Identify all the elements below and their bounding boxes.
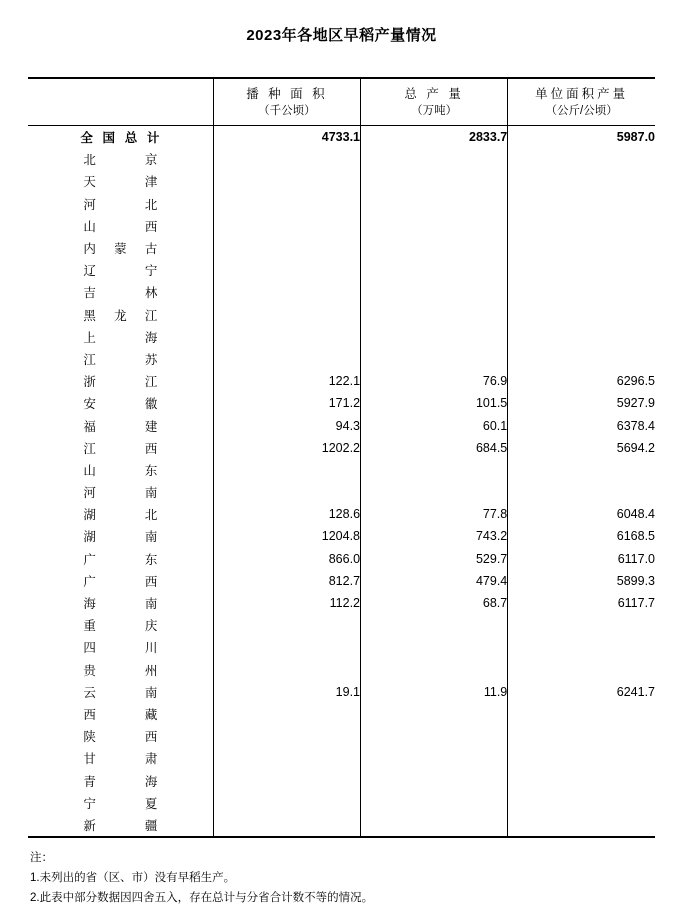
table-row bbox=[28, 414, 655, 436]
total-output-cell bbox=[361, 792, 508, 814]
table-row bbox=[28, 437, 655, 459]
region-name-cell bbox=[28, 481, 213, 503]
region-name-cell bbox=[28, 437, 213, 459]
table-body bbox=[28, 126, 655, 838]
total-output-cell bbox=[361, 304, 508, 326]
region-name: 全国总计 bbox=[80, 131, 161, 146]
total-output-cell bbox=[361, 348, 508, 370]
region-name-cell bbox=[28, 636, 213, 658]
region-name-cell bbox=[28, 170, 213, 192]
region-name-cell bbox=[28, 792, 213, 814]
sown-area-cell bbox=[213, 481, 360, 503]
unit-yield-cell bbox=[508, 659, 655, 681]
total-output-cell bbox=[361, 614, 508, 636]
unit-yield-cell: 6378.4 bbox=[508, 414, 655, 436]
table-row bbox=[28, 193, 655, 215]
header-yield-cell bbox=[508, 78, 655, 126]
header-sown-area-unit: （千公顷） bbox=[258, 104, 316, 117]
total-output-cell bbox=[361, 459, 508, 481]
region-name-cell bbox=[28, 703, 213, 725]
sown-area-cell bbox=[213, 326, 360, 348]
total-output-cell: 743.2 bbox=[361, 525, 508, 547]
table-header bbox=[28, 78, 655, 126]
unit-yield-cell bbox=[508, 792, 655, 814]
region-name: 甘肃 bbox=[83, 752, 158, 767]
region-name: 江苏 bbox=[83, 352, 158, 367]
region-name: 吉林 bbox=[83, 286, 158, 301]
sown-area-cell: 94.3 bbox=[213, 414, 360, 436]
table-row bbox=[28, 570, 655, 592]
total-output-cell bbox=[361, 636, 508, 658]
total-output-cell: 684.5 bbox=[361, 437, 508, 459]
data-table-container bbox=[28, 77, 655, 838]
table-row bbox=[28, 592, 655, 614]
region-name-cell bbox=[28, 769, 213, 791]
region-name: 云南 bbox=[83, 685, 158, 700]
table-row bbox=[28, 259, 655, 281]
header-yield-label: 单位面积产量 bbox=[535, 86, 629, 101]
table-row bbox=[28, 459, 655, 481]
region-name-cell bbox=[28, 281, 213, 303]
header-sown-area-cell bbox=[213, 78, 360, 126]
notes-heading: 注： bbox=[30, 852, 53, 864]
table-row bbox=[28, 614, 655, 636]
total-output-cell bbox=[361, 481, 508, 503]
unit-yield-cell bbox=[508, 215, 655, 237]
total-output-cell: 101.5 bbox=[361, 392, 508, 414]
table-row bbox=[28, 503, 655, 525]
table-footer bbox=[28, 837, 655, 838]
table-notes bbox=[30, 848, 655, 908]
region-name-cell bbox=[28, 126, 213, 149]
header-total-output-label: 总 产 量 bbox=[404, 86, 464, 101]
header-region-cell bbox=[28, 78, 213, 126]
unit-yield-cell bbox=[508, 148, 655, 170]
total-output-cell bbox=[361, 769, 508, 791]
page-title: 2023年各地区早稻产量情况 bbox=[246, 27, 437, 44]
region-name-cell bbox=[28, 814, 213, 837]
unit-yield-cell bbox=[508, 348, 655, 370]
table-row bbox=[28, 215, 655, 237]
table-row bbox=[28, 304, 655, 326]
unit-yield-cell: 6117.0 bbox=[508, 548, 655, 570]
unit-yield-cell: 5899.3 bbox=[508, 570, 655, 592]
table-row bbox=[28, 237, 655, 259]
table-row bbox=[28, 548, 655, 570]
unit-yield-cell bbox=[508, 747, 655, 769]
total-output-cell: 529.7 bbox=[361, 548, 508, 570]
region-name-cell bbox=[28, 681, 213, 703]
sown-area-cell: 4733.1 bbox=[213, 126, 360, 149]
region-name: 海南 bbox=[83, 597, 158, 612]
sown-area-cell bbox=[213, 725, 360, 747]
total-output-cell: 2833.7 bbox=[361, 126, 508, 149]
region-name: 河北 bbox=[83, 197, 158, 212]
region-name-cell bbox=[28, 503, 213, 525]
sown-area-cell: 122.1 bbox=[213, 370, 360, 392]
total-output-cell bbox=[361, 703, 508, 725]
table-row bbox=[28, 769, 655, 791]
region-name-cell bbox=[28, 459, 213, 481]
table-row bbox=[28, 481, 655, 503]
region-name: 黑龙江 bbox=[83, 308, 158, 323]
unit-yield-cell bbox=[508, 281, 655, 303]
total-output-cell: 11.9 bbox=[361, 681, 508, 703]
table-row bbox=[28, 348, 655, 370]
region-name: 内蒙古 bbox=[83, 242, 158, 257]
unit-yield-cell bbox=[508, 326, 655, 348]
unit-yield-cell bbox=[508, 614, 655, 636]
unit-yield-cell bbox=[508, 636, 655, 658]
note-item-1: 1.未列出的省（区、市）没有早稻生产。 bbox=[30, 872, 236, 885]
unit-yield-cell: 5987.0 bbox=[508, 126, 655, 149]
region-name: 贵州 bbox=[83, 663, 158, 678]
table-row bbox=[28, 659, 655, 681]
sown-area-cell bbox=[213, 170, 360, 192]
region-name: 陕西 bbox=[83, 730, 158, 745]
total-output-cell bbox=[361, 259, 508, 281]
unit-yield-cell bbox=[508, 193, 655, 215]
table-row bbox=[28, 326, 655, 348]
total-output-cell: 76.9 bbox=[361, 370, 508, 392]
unit-yield-cell: 6296.5 bbox=[508, 370, 655, 392]
table-row bbox=[28, 636, 655, 658]
region-name: 河南 bbox=[83, 486, 158, 501]
total-output-cell bbox=[361, 659, 508, 681]
sown-area-cell bbox=[213, 281, 360, 303]
sown-area-cell bbox=[213, 304, 360, 326]
total-output-cell bbox=[361, 170, 508, 192]
sown-area-cell bbox=[213, 769, 360, 791]
table-row bbox=[28, 281, 655, 303]
table-row bbox=[28, 747, 655, 769]
region-name: 山东 bbox=[83, 463, 158, 478]
header-total-output-cell bbox=[361, 78, 508, 126]
region-name: 青海 bbox=[83, 774, 158, 789]
table-row bbox=[28, 525, 655, 547]
unit-yield-cell: 6117.7 bbox=[508, 592, 655, 614]
sown-area-cell bbox=[213, 814, 360, 837]
sown-area-cell: 128.6 bbox=[213, 503, 360, 525]
region-name: 山西 bbox=[83, 219, 158, 234]
sown-area-cell: 812.7 bbox=[213, 570, 360, 592]
unit-yield-cell: 6048.4 bbox=[508, 503, 655, 525]
region-name-cell bbox=[28, 237, 213, 259]
total-output-cell bbox=[361, 193, 508, 215]
total-output-cell: 479.4 bbox=[361, 570, 508, 592]
table-row bbox=[28, 814, 655, 837]
sown-area-cell bbox=[213, 636, 360, 658]
region-name: 安徽 bbox=[83, 397, 158, 412]
sown-area-cell bbox=[213, 193, 360, 215]
sown-area-cell: 1204.8 bbox=[213, 525, 360, 547]
total-output-cell: 68.7 bbox=[361, 592, 508, 614]
region-name-cell bbox=[28, 193, 213, 215]
region-name-cell bbox=[28, 747, 213, 769]
region-name: 天津 bbox=[83, 175, 158, 190]
region-name-cell bbox=[28, 326, 213, 348]
header-total-output-unit: （万吨） bbox=[411, 104, 458, 117]
region-name-cell bbox=[28, 348, 213, 370]
region-name-cell bbox=[28, 725, 213, 747]
region-name: 浙江 bbox=[83, 375, 158, 390]
unit-yield-cell bbox=[508, 237, 655, 259]
table-row bbox=[28, 170, 655, 192]
region-name: 宁夏 bbox=[83, 796, 158, 811]
table-row bbox=[28, 370, 655, 392]
region-name-cell bbox=[28, 259, 213, 281]
unit-yield-cell bbox=[508, 459, 655, 481]
region-name-cell bbox=[28, 215, 213, 237]
region-name: 辽宁 bbox=[83, 264, 158, 279]
region-name-cell bbox=[28, 570, 213, 592]
unit-yield-cell bbox=[508, 259, 655, 281]
region-name-cell bbox=[28, 614, 213, 636]
unit-yield-cell bbox=[508, 725, 655, 747]
region-name: 广西 bbox=[83, 574, 158, 589]
total-output-cell bbox=[361, 281, 508, 303]
region-name-cell bbox=[28, 659, 213, 681]
unit-yield-cell bbox=[508, 814, 655, 837]
sown-area-cell bbox=[213, 348, 360, 370]
sown-area-cell bbox=[213, 792, 360, 814]
header-sown-area-label: 播 种 面 积 bbox=[246, 86, 328, 101]
sown-area-cell bbox=[213, 215, 360, 237]
total-output-cell bbox=[361, 725, 508, 747]
region-name-cell bbox=[28, 525, 213, 547]
region-name: 湖南 bbox=[83, 530, 158, 545]
total-output-cell bbox=[361, 148, 508, 170]
sown-area-cell: 1202.2 bbox=[213, 437, 360, 459]
sown-area-cell bbox=[213, 703, 360, 725]
table-row bbox=[28, 703, 655, 725]
region-name: 新疆 bbox=[83, 818, 158, 833]
region-name: 西藏 bbox=[83, 707, 158, 722]
sown-area-cell bbox=[213, 259, 360, 281]
table-bottom-rule bbox=[28, 837, 655, 838]
region-name: 湖北 bbox=[83, 508, 158, 523]
region-name-cell bbox=[28, 370, 213, 392]
sown-area-cell: 19.1 bbox=[213, 681, 360, 703]
sown-area-cell bbox=[213, 614, 360, 636]
region-name: 福建 bbox=[83, 419, 158, 434]
total-output-cell bbox=[361, 326, 508, 348]
region-name: 四川 bbox=[83, 641, 158, 656]
region-name-cell bbox=[28, 304, 213, 326]
table-row bbox=[28, 681, 655, 703]
unit-yield-cell: 6241.7 bbox=[508, 681, 655, 703]
unit-yield-cell bbox=[508, 769, 655, 791]
unit-yield-cell: 5694.2 bbox=[508, 437, 655, 459]
region-name-cell bbox=[28, 414, 213, 436]
total-output-cell bbox=[361, 747, 508, 769]
unit-yield-cell: 6168.5 bbox=[508, 525, 655, 547]
table-row bbox=[28, 126, 655, 149]
region-name: 上海 bbox=[83, 330, 158, 345]
region-name: 重庆 bbox=[83, 619, 158, 634]
table-row bbox=[28, 792, 655, 814]
sown-area-cell bbox=[213, 237, 360, 259]
region-name: 江西 bbox=[83, 441, 158, 456]
unit-yield-cell bbox=[508, 304, 655, 326]
region-name-cell bbox=[28, 592, 213, 614]
region-name: 广东 bbox=[83, 552, 158, 567]
early-rice-output-table bbox=[28, 77, 655, 838]
region-name-cell bbox=[28, 548, 213, 570]
total-output-cell bbox=[361, 215, 508, 237]
table-header-row bbox=[28, 78, 655, 126]
unit-yield-cell bbox=[508, 703, 655, 725]
unit-yield-cell: 5927.9 bbox=[508, 392, 655, 414]
sown-area-cell bbox=[213, 659, 360, 681]
region-name-cell bbox=[28, 148, 213, 170]
sown-area-cell: 866.0 bbox=[213, 548, 360, 570]
header-yield-unit: （公斤/公顷） bbox=[545, 104, 618, 117]
sown-area-cell: 112.2 bbox=[213, 592, 360, 614]
total-output-cell bbox=[361, 237, 508, 259]
total-output-cell bbox=[361, 814, 508, 837]
sown-area-cell: 171.2 bbox=[213, 392, 360, 414]
region-name: 北京 bbox=[83, 153, 158, 168]
total-output-cell: 77.8 bbox=[361, 503, 508, 525]
unit-yield-cell bbox=[508, 170, 655, 192]
sown-area-cell bbox=[213, 459, 360, 481]
table-row bbox=[28, 392, 655, 414]
table-row bbox=[28, 148, 655, 170]
note-item-2: 2.此表中部分数据因四舍五入，存在总计与分省合计数不等的情况。 bbox=[30, 892, 374, 905]
sown-area-cell bbox=[213, 148, 360, 170]
total-output-cell: 60.1 bbox=[361, 414, 508, 436]
sown-area-cell bbox=[213, 747, 360, 769]
region-name-cell bbox=[28, 392, 213, 414]
table-row bbox=[28, 725, 655, 747]
unit-yield-cell bbox=[508, 481, 655, 503]
